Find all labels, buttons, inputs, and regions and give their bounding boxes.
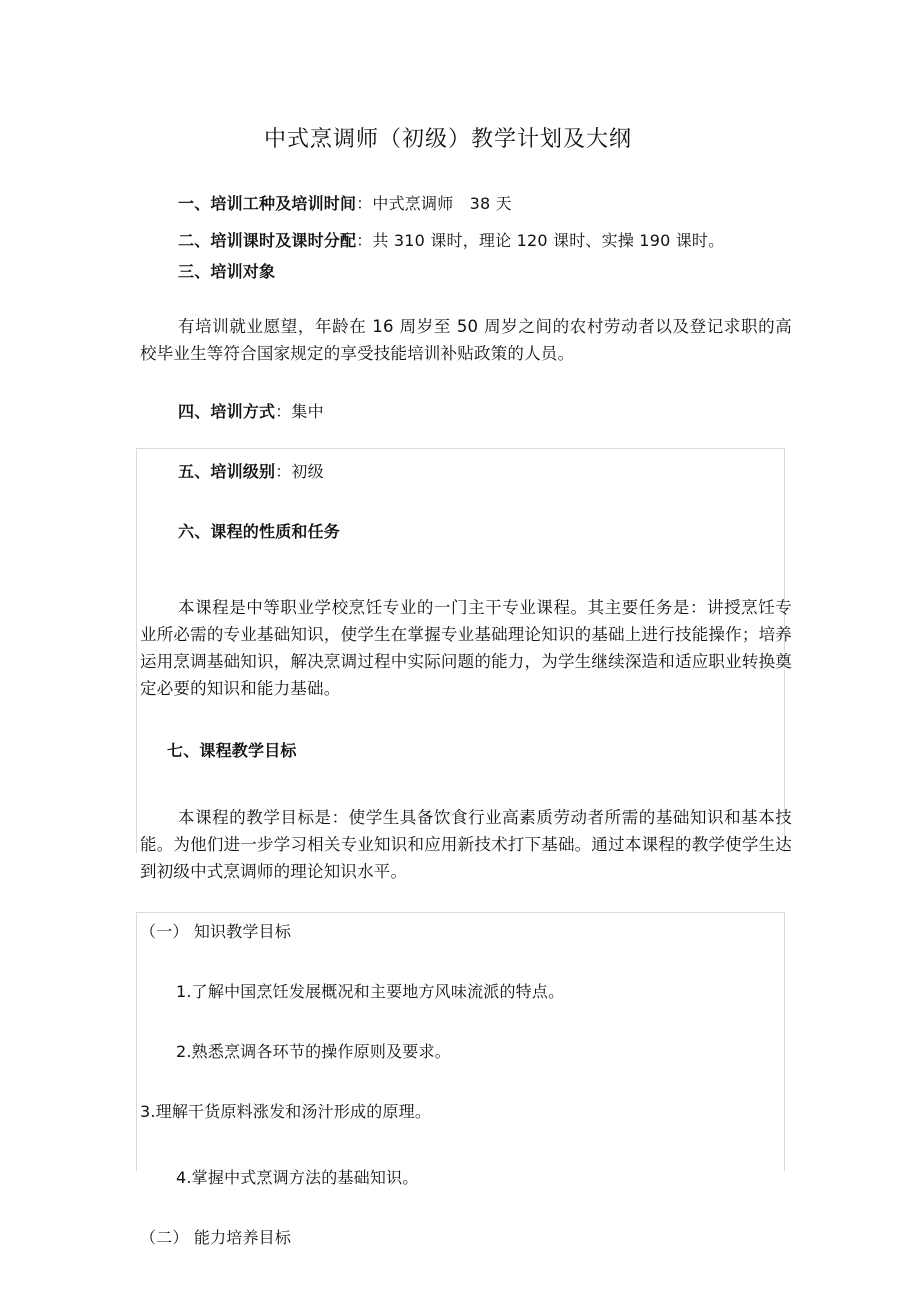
subsection-knowledge: （一） 知识教学目标 <box>140 922 292 941</box>
section-6-label: 六、课程的性质和任务 <box>178 522 341 541</box>
section-3-label: 三、培训对象 <box>178 262 276 281</box>
section-1-value: ：中式烹调师 38 天 <box>356 194 512 213</box>
section-5-value: ：初级 <box>275 462 324 481</box>
section-4-value: ：集中 <box>275 402 324 421</box>
subsection-ability: （二） 能力培养目标 <box>140 1228 292 1247</box>
knowledge-item-4: 4.掌握中式烹调方法的基础知识。 <box>176 1168 419 1187</box>
knowledge-item-1: 1.了解中国烹饪发展概况和主要地方风味流派的特点。 <box>176 982 565 1001</box>
section-5-label: 五、培训级别 <box>178 462 276 481</box>
section-4-label: 四、培训方式 <box>178 402 276 421</box>
goal-paragraph: 本课程的教学目标是：使学生具备饮食行业高素质劳动者所需的基础知识和基本技能。为他们进一步学习相关专业知识和应用新技术打下基础。通过本课程的教学使学生达到初级中式烹调师的理论知识水平。 <box>140 808 792 881</box>
section-2-label: 二、培训课时及课时分配 <box>178 231 357 250</box>
page-title: 中式烹调师（初级）教学计划及大纲 <box>264 127 633 152</box>
knowledge-item-2: 2.熟悉烹调各环节的操作原则及要求。 <box>176 1042 451 1061</box>
section-1 <box>178 194 512 214</box>
section-7-label: 七、课程教学目标 <box>167 741 297 760</box>
knowledge-item-3: 3.理解干货原料涨发和汤汁形成的原理。 <box>140 1102 432 1121</box>
section-2-value: ：共 310 课时，理论 120 课时、实操 190 课时。 <box>356 231 725 250</box>
nature-paragraph: 本课程是中等职业学校烹饪专业的一门主干专业课程。其主要任务是：讲授烹饪专业所必需的专业基础知识，使学生在掌握专业基础理论知识的基础上进行技能操作；培养运用烹调基础知识，解决烹调过程中实际问题的能力，为学生继续深造和适应职业转换奠定必要的知识和能力基础。 <box>140 598 792 698</box>
section-1-label: 一、培训工种及培训时间 <box>178 194 357 213</box>
section-2 <box>178 231 724 251</box>
section-5 <box>178 462 324 482</box>
section-4 <box>178 402 324 422</box>
target-paragraph: 有培训就业愿望，年龄在 16 周岁至 50 周岁之间的农村劳动者以及登记求职的高校毕业生等符合国家规定的享受技能培训补贴政策的人员。 <box>140 317 792 363</box>
